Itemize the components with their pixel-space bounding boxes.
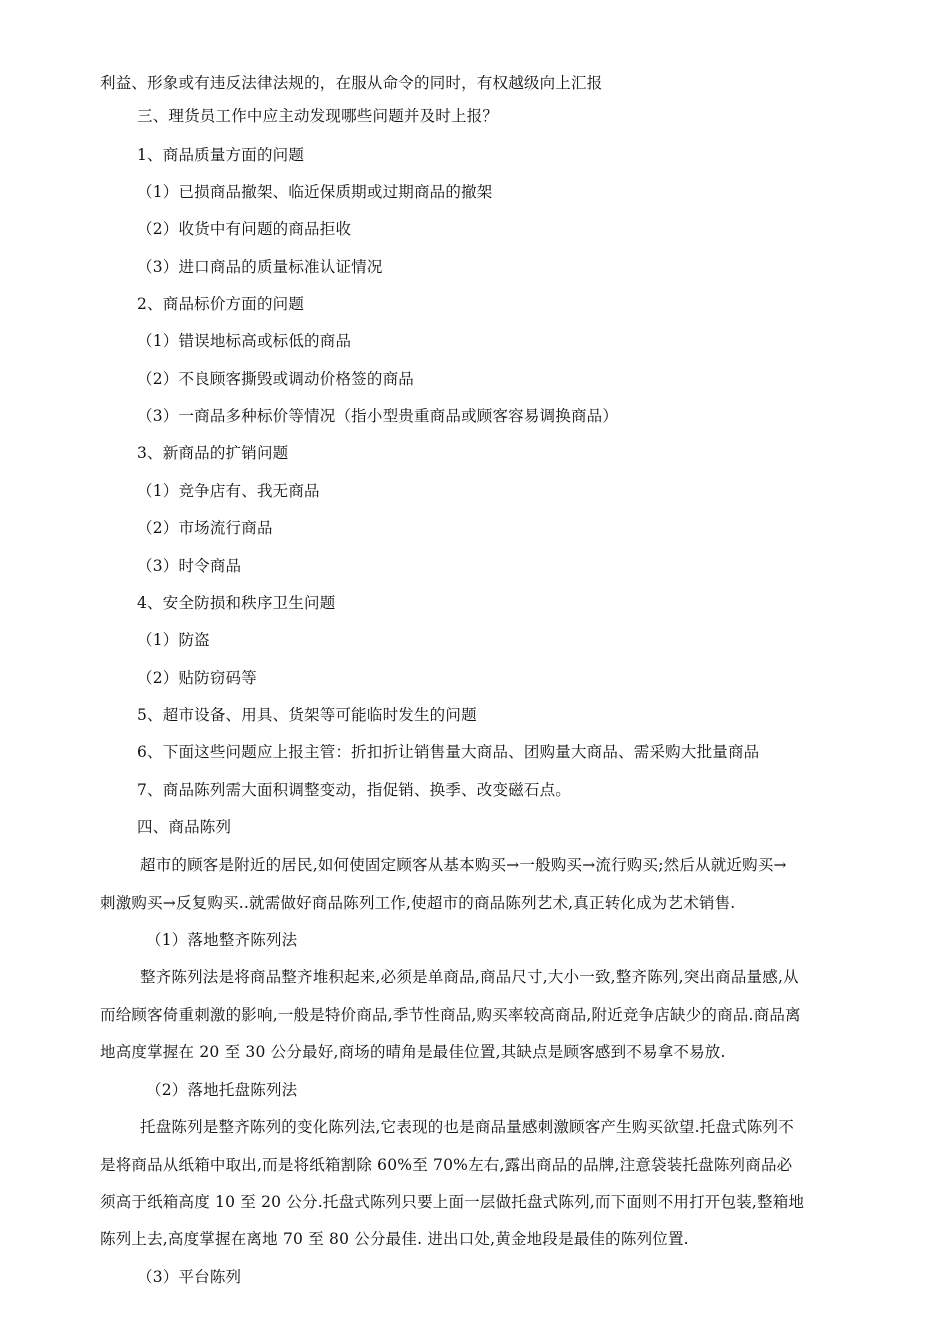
list-item: （2）贴防窃码等 [137,669,257,687]
paragraph-line: 须高于纸箱高度 10 至 20 公分.托盘式陈列只要上面一层做托盘式陈列,而下面则不用打开包装,整箱地 [100,1193,805,1211]
paragraph-line: 地高度掌握在 20 至 30 公分最好,商场的晴角是最佳位置,其缺点是顾客感到不易拿不易放. [100,1043,726,1061]
paragraph-line: 而给顾客倚重刺激的影响,一般是特价商品,季节性商品,购买率较高商品,附近竞争店缺少的商品.商品离 [100,1006,801,1024]
subheading: 1、商品质量方面的问题 [137,146,305,164]
subheading: 5、超市设备、用具、货架等可能临时发生的问题 [137,706,477,724]
subheading: 4、安全防损和秩序卫生问题 [137,594,336,612]
subheading: 2、商品标价方面的问题 [137,295,305,313]
list-item: （1）防盗 [137,631,210,649]
subheading: 7、商品陈列需大面积调整变动，指促销、换季、改变磁石点。 [137,781,571,799]
paragraph-line: 是将商品从纸箱中取出,而是将纸箱割除 60%至 70%左右,露出商品的品牌,注意袋装托盘陈列商品必 [100,1156,793,1174]
method-heading: （2）落地托盘陈列法 [146,1081,298,1099]
section-heading-4: 四、商品陈列 [137,818,232,836]
list-item: （1）错误地标高或标低的商品 [137,332,352,350]
paragraph-line: 陈列上去,高度掌握在离地 70 至 80 公分最佳. 进出口处,黄金地段是最佳的陈列位置. [100,1230,689,1248]
list-item: （3）时令商品 [137,557,242,575]
list-item: （2）不良顾客撕毁或调动价格签的商品 [137,370,414,388]
paragraph-line: 托盘陈列是整齐陈列的变化陈列法,它表现的也是商品量感刺激顾客产生购买欲望.托盘式陈列不 [140,1118,794,1136]
method-heading: （3）平台陈列 [137,1268,242,1286]
paragraph-line: 整齐陈列法是将商品整齐堆积起来,必须是单商品,商品尺寸,大小一致,整齐陈列,突出商品量感,从 [140,968,799,986]
paragraph-line: 超市的顾客是附近的居民,如何使固定顾客从基本购买→一般购买→流行购买;然后从就近购买→ [140,856,787,874]
section-heading-3: 三、理货员工作中应主动发现哪些问题并及时上报？ [137,107,499,125]
list-item: （3）一商品多种标价等情况（指小型贵重商品或顾客容易调换商品） [137,407,619,425]
list-item: （1）竞争店有、我无商品 [137,482,320,500]
text-line: 利益、形象或有违反法律法规的，在服从命令的同时，有权越级向上汇报 [100,74,603,92]
paragraph-line: 刺激购买→反复购买..就需做好商品陈列工作,使超市的商品陈列艺术,真正转化成为艺术销售. [100,894,736,912]
method-heading: （1）落地整齐陈列法 [146,931,298,949]
list-item: （3）进口商品的质量标准认证情况 [137,258,383,276]
subheading: 6、下面这些问题应上报主管：折扣折让销售量大商品、团购量大商品、需采购大批量商品 [137,743,760,761]
list-item: （2）市场流行商品 [137,519,273,537]
list-item: （1）已损商品撤架、临近保质期或过期商品的撤架 [137,183,493,201]
subheading: 3、新商品的扩销问题 [137,444,289,462]
list-item: （2）收货中有问题的商品拒收 [137,220,352,238]
